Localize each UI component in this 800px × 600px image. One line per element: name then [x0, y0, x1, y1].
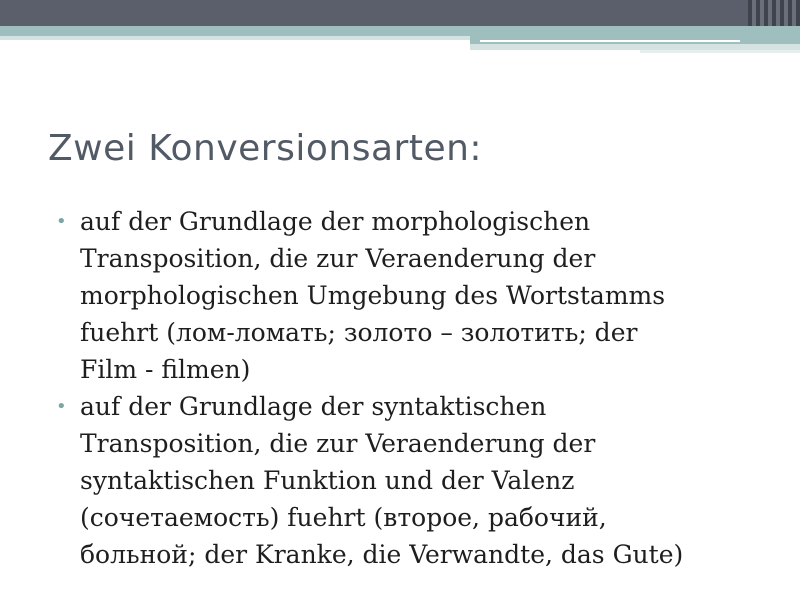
bullet-item: [56, 203, 756, 388]
bullet-line: morphologischen Umgebung des Wortstamms: [80, 281, 666, 310]
bullet-line: fuehrt (лом-ломать; золото – золотить; der: [80, 318, 638, 347]
bullet-item: [56, 388, 756, 573]
bullet-line: auf der Grundlage der syntaktischen: [80, 392, 547, 421]
bullet-line: (сочетаемость) fuehrt (второе, рабочий,: [80, 503, 607, 532]
header-dark-bar: [0, 0, 800, 26]
bullet-line: больной; der Kranke, die Verwandte, das Gute): [80, 540, 684, 569]
bullet-line: Transposition, die zur Veraenderung der: [80, 429, 596, 458]
bullet-list: [56, 203, 756, 573]
header-stripes: [748, 0, 800, 26]
bullet-line: auf der Grundlage der morphologischen: [80, 207, 591, 236]
header-highlight-line: [480, 40, 740, 42]
bullet-line: syntaktischen Funktion und der Valenz: [80, 466, 575, 495]
header-teal-bar: [0, 26, 800, 36]
slide-title: Zwei Konversionsarten:: [48, 128, 483, 169]
header-light-bar: [0, 36, 470, 40]
bullet-dot-icon: •: [56, 211, 67, 232]
bullet-line: Film - filmen): [80, 355, 251, 384]
bullet-line: Transposition, die zur Veraenderung der: [80, 244, 596, 273]
bullet-dot-icon: •: [56, 396, 67, 417]
header-light-bar-accent: [640, 50, 800, 53]
